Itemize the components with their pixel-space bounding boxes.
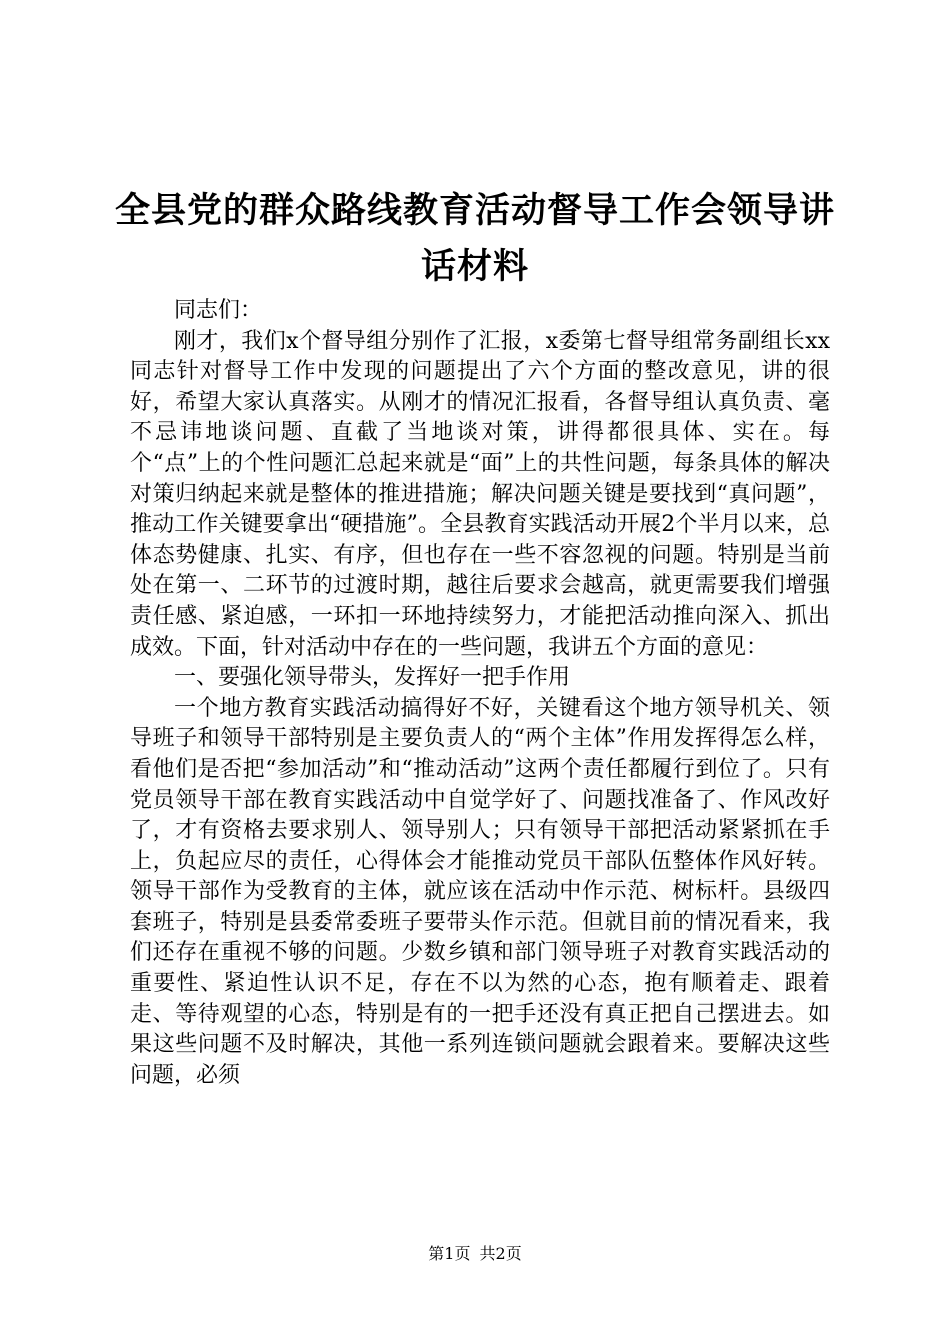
section-heading-1: 一、要强化领导带头，发挥好一把手作用 — [174, 665, 571, 691]
salutation: 同志们： — [174, 298, 263, 323]
page-footer: 第1页 共2页 — [428, 1244, 522, 1263]
document-title: 全县党的群众路线教育活动督导工作会领导讲话材料 — [114, 191, 835, 288]
paragraph-intro: 刚才，我们x个督导组分别作了汇报，x委第七督导组常务副组长xx同志针对督导工作中发现的问题提出了六个方面的整改意见，讲的很好，希望大家认真落实。从刚才的情况汇报看，各督导组认真负责、毫不忌讳地谈问题、直截了当地谈对策，讲得都很具体、实在。每个“点”上的个性问题汇总起来就是“面”上的共性问题，每条具体的解决对策归纳起来就是整体的推进措施；解决问题关键是要找到“真问题”，推动工作关键要拿出“硬措施”。全县教育实践活动开展2个半月以来，总体态势健康、扎实、有序，但也存在一些不容忽视的问题。特别是当前处在第一、二环节的过渡时期，越往后要求会越高，就更需要我们增强责任感、紧迫感，一环扣一环地持续努力，才能把活动推向深入、抓出成效。下面，针对活动中存在的一些问题，我讲五个方面的意见： — [130, 328, 830, 660]
document-body — [130, 296, 830, 1091]
paragraph-section-1: 一个地方教育实践活动搞得好不好，关键看这个地方领导机关、领导班子和领导干部特别是主要负责人的“两个主体”作用发挥得怎么样，看他们是否把“参加活动”和“推动活动”这两个责任都履行到位了。只有党员领导干部在教育实践活动中自觉学好了、问题找准备了、作风改好了，才有资格去要求别人、领导别人；只有领导干部把活动紧紧抓在手上，负起应尽的责任，心得体会才能推动党员干部队伍整体作风好转。领导干部作为受教育的主体，就应该在活动中作示范、树标杆。县级四套班子，特别是县委常委班子要带头作示范。但就目前的情况看来，我们还存在重视不够的问题。少数乡镇和部门领导班子对教育实践活动的重要性、紧迫性认识不足，存在不以为然的心态，抱有顺着走、跟着走、等待观望的心态，特别是有的一把手还没有真正把自己摆进去。如果这些问题不及时解决，其他一系列连锁问题就会跟着来。要解决这些问题，必须 — [130, 695, 830, 1088]
